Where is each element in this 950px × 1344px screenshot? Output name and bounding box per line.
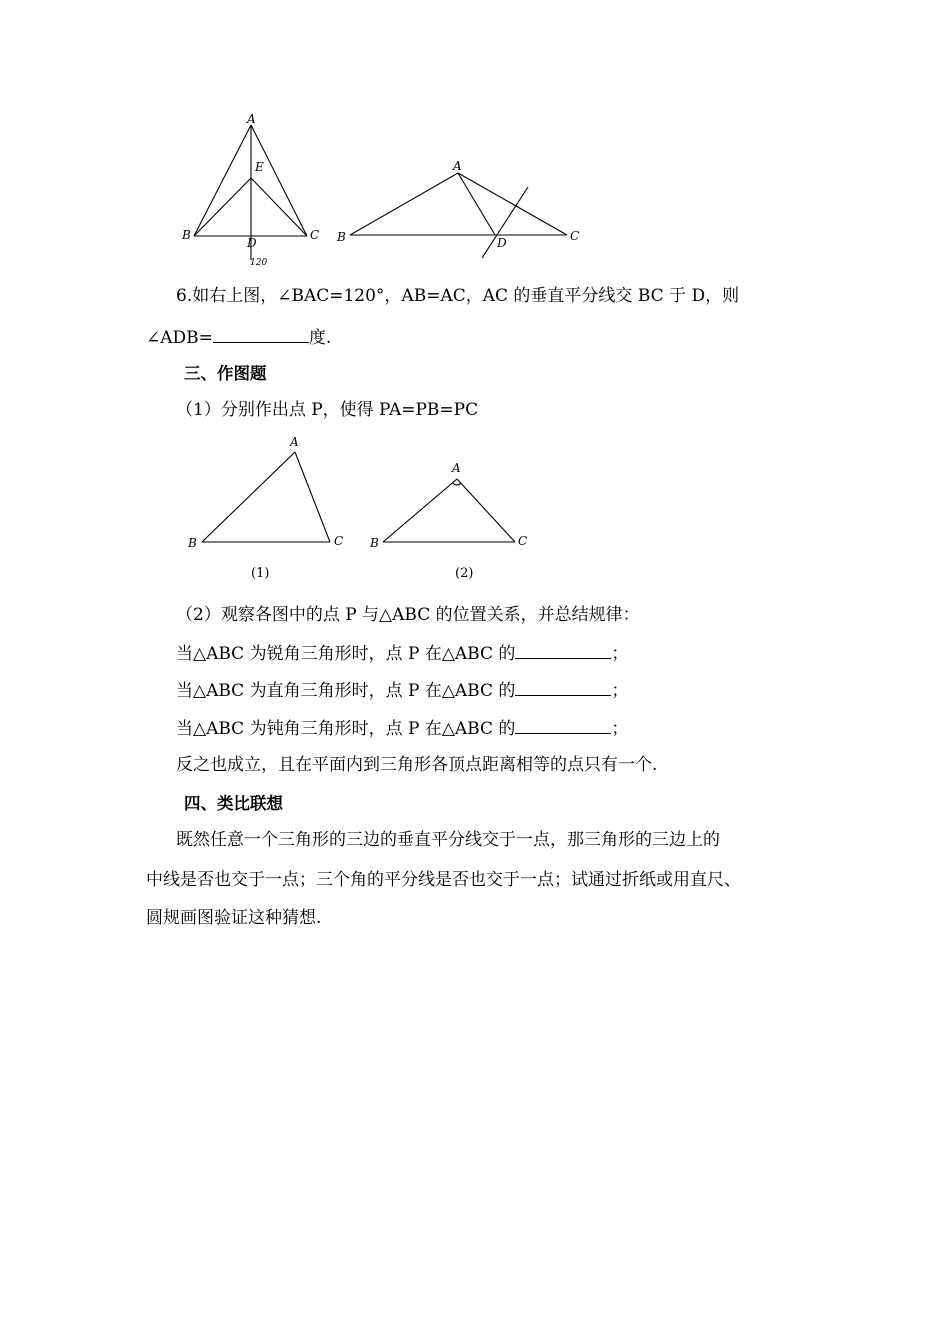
case-acute-text: 当△ABC 为锐角三角形时，点 P 在△ABC 的 [176,644,516,664]
question-6-line2 [146,325,331,349]
section-4-line-1: 既然任意一个三角形的三边的垂直平分线交于一点，那三角形的三边上的 [176,830,720,850]
label-c: C [518,534,528,548]
label-d: D [497,236,507,250]
label-a: A [452,461,461,475]
segment-ab [350,173,458,235]
label-a: A [290,435,299,449]
segment-ab [194,125,251,236]
label-c: C [334,534,344,548]
answer-blank-adb[interactable] [213,325,309,343]
label-b: B [188,536,197,550]
segment-ab [202,452,295,542]
figure-triangle-1 [185,432,355,582]
segment-ac [251,125,307,236]
semicolon: ； [611,644,629,664]
label-b: B [182,228,191,242]
label-b: B [370,536,379,550]
label-e: E [255,160,264,174]
section-4-line-3: 圆规画图验证这种猜想. [146,908,322,928]
section-3-conclusion: 反之也成立，且在平面内到三角形各顶点距离相等的点只有一个. [176,755,658,775]
segment-eb [194,178,251,236]
label-a: A [247,112,256,126]
case-right [176,678,628,702]
label-b: B [337,230,346,244]
label-a: A [453,159,462,173]
section-3-task-1: （1）分别作出点 P，使得 PA=PB=PC [176,400,479,420]
question-6-line1: 6.如右上图，∠BAC=120°，AB=AC，AC 的垂直平分线交 BC 于 D，则 [176,286,740,306]
case-obtuse-text: 当△ABC 为钝角三角形时，点 P 在△ABC 的 [176,719,516,739]
section-4-title: 四、类比联想 [184,794,283,813]
segment-ab [383,479,457,542]
section-3-title: 三、作图题 [184,364,267,383]
caption-2: (2) [455,566,474,581]
segment-ac [295,452,330,542]
section-3-task-2: （2）观察各图中的点 P 与△ABC 的位置关系，并总结规律： [176,605,640,625]
segment-ac [458,173,567,235]
right-angle-mark [453,483,461,485]
answer-blank-acute[interactable] [515,641,611,659]
figure-triangle-2 [368,455,538,582]
segment-ad [458,173,495,235]
case-obtuse [176,716,628,740]
section-4-line-2: 中线是否也交于一点；三个角的平分线是否也交于一点；试通过折纸或用直尺、 [146,870,741,890]
segment-ec [251,178,307,236]
case-right-text: 当△ABC 为直角三角形时，点 P 在△ABC 的 [176,681,516,701]
answer-blank-right[interactable] [515,678,611,696]
label-c: C [310,228,320,242]
cut-off-text: 120 [250,258,268,268]
question-6-unit: 度. [308,328,332,348]
semicolon: ； [611,681,629,701]
label-d: D [247,236,257,250]
question-6-angle: ∠ADB= [146,328,213,348]
figure-triangle-perpendicular-bisector [335,155,585,265]
case-acute [176,641,628,665]
caption-1: (1) [251,566,270,581]
answer-blank-obtuse[interactable] [515,716,611,734]
label-c: C [570,229,580,243]
semicolon: ； [611,719,629,739]
figure-triangle-abc-e-d [170,110,340,268]
segment-ac [457,479,515,542]
